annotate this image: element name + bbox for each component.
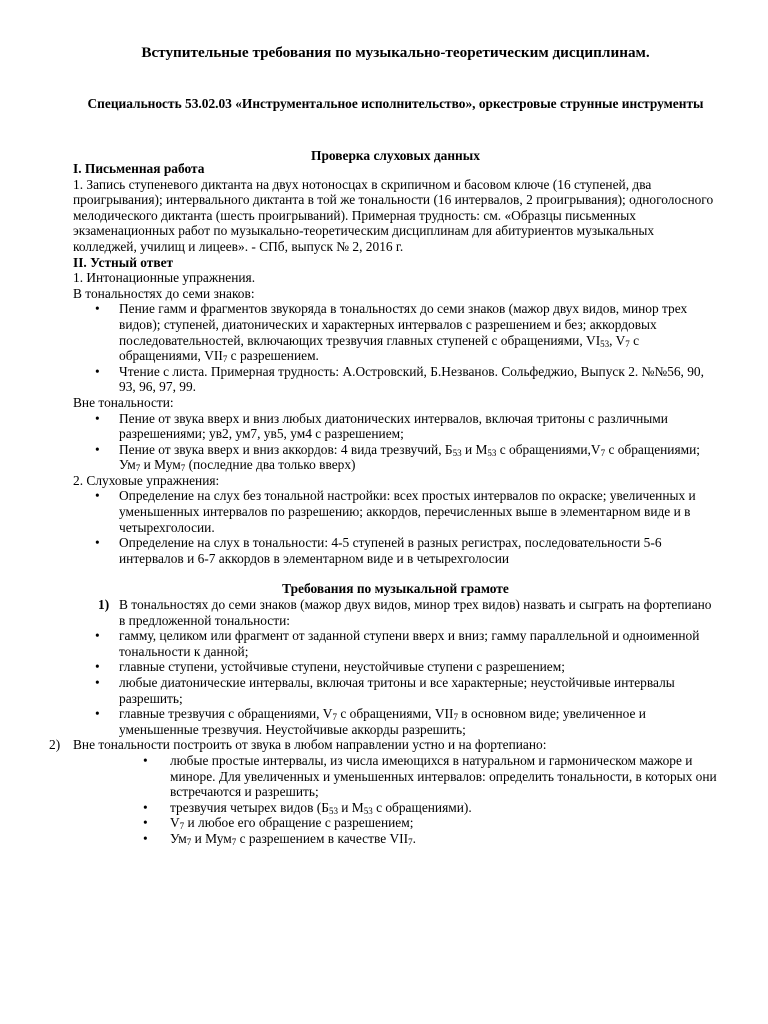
list-item: • $V_7$ и любое его обращение с разрешением; bbox=[73, 815, 718, 831]
written-heading: I. Письменная работа bbox=[73, 161, 205, 176]
keys-intro: В тональностях до семи знаков: bbox=[73, 285, 255, 301]
nokey-intro: Вне тональности: bbox=[73, 394, 174, 410]
list-item: • Пение от звука вверх и вниз любых диатонических интервалов, включая тритоны с различными разрешениями; ув2, ум7, ув5, ум4 с разрешением; bbox=[73, 411, 718, 442]
specialty-heading: Специальность 53.02.03 «Инструментальное исполнительство», оркестровые струнные инструменты bbox=[87, 96, 704, 111]
list-item: • гамму, целиком или фрагмент от заданной ступени вверх и вниз; гамму параллельной и одноименной тональности к данной; bbox=[73, 628, 718, 659]
list-item: • Определение на слух в тональности: 4-5 ступеней в разных регистрах, последовательности 5-6 интервалов и 6-7 аккордов в элементарном виде и в четырехголосии bbox=[73, 535, 718, 566]
oral-item-1: 1. Интонационные упражнения. bbox=[73, 270, 256, 286]
list-item: • главные трезвучия с обращениями, $V_7$ с обращениями, $VII_7$ в основном виде; увеличенное и уменьшенные трезвучия. Неустойчивые аккорды разрешить; bbox=[73, 706, 718, 737]
item-number: 1) bbox=[98, 597, 110, 613]
nokey-list bbox=[73, 411, 718, 473]
list-item: • Пение гамм и фрагментов звукоряда в тональностях до семи знаков (мажор двух видов, минор трех видов); ступеней, диатонических и характерных интервалов с разрешением и без; аккордовых последовательностей, включающих трезвучия главных ступеней с обращениями, $VI_{53}$, $V_7$ с обращениями, $VII_7$ с разрешением. bbox=[73, 301, 718, 363]
theory-heading: Требования по музыкальной грамоте bbox=[282, 581, 509, 597]
list-item: • трезвучия четырех видов ($Б_{53}$ и $М_{53}$ с обращениями). bbox=[73, 800, 718, 816]
document-title: Вступительные требования по музыкально-теоретическим дисциплинам. bbox=[141, 44, 650, 61]
item-number: 2) bbox=[49, 737, 61, 753]
list-item: • Чтение с листа. Примерная трудность: А.Островский, Б.Незванов. Сольфеджио, Выпуск 2. №№56, 90, 93, 96, 97, 99. bbox=[73, 364, 718, 395]
list-item: • любые простые интервалы, из числа имеющихся в натуральном и гармоническом мажоре и миноре. Для увеличенных и уменьшенных интервалов: определить тональности, в которых они встречаются и разрешить; bbox=[73, 753, 718, 800]
ear-list bbox=[73, 488, 718, 566]
theory-item-1: 1) В тональностях до семи знаков (мажор двух видов, минор трех видов) назвать и сыграть на фортепиано в предложенной тональности: bbox=[98, 597, 712, 628]
list-item: • Определение на слух без тональной настройки: всех простых интервалов по окраске; увеличенных и уменьшенных интервалов по разрешению; аккордов, перечисленных выше в элементарном виде и в четырехголосии. bbox=[73, 488, 718, 535]
list-item: • Пение от звука вверх и вниз аккордов: 4 вида трезвучий, $Б_{53}$ и $М_{53}$ с $обращениями,V_7$ с обращениями; $Ум_7$ и Мум$_7$ (последние два только вверх) bbox=[73, 442, 718, 473]
oral-item-2: 2. Слуховые упражнения: bbox=[73, 472, 220, 488]
list-item: • главные ступени, устойчивые ступени, неустойчивые ступени с разрешением; bbox=[73, 659, 718, 675]
oral-heading: II. Устный ответ bbox=[73, 254, 174, 270]
list-item: • $Ум_7$ и Мум$_7$ с разрешением в качестве $VII_7$. bbox=[73, 831, 718, 847]
theory-2-list bbox=[73, 753, 718, 847]
theory-1-list bbox=[73, 628, 718, 737]
written-text: 1. Запись ступеневого диктанта на двух нотоносцах в скрипичном и басовом ключе (16 ступеней, два проигрывания); интервального диктанта в той же тональности (16 интервалов, 2 проигрывания); одноголосного мелодического диктанта (шесть проигрываний). Примерная трудность: см. «Образцы письменных экзаменационных работ по музыкально-теоретическим дисциплинам для абитуриентов музыкальных колледжей, училищ и лицеев». - СПб, выпуск № 2, 2016 г. bbox=[73, 176, 714, 254]
list-item: • любые диатонические интервалы, включая тритоны и все характерные; неустойчивые интервалы разрешить; bbox=[73, 675, 718, 706]
document-body bbox=[49, 161, 718, 847]
section-check-heading: Проверка слуховых данных bbox=[311, 148, 480, 163]
theory-item-2: 2) Вне тональности построить от звука в любом направлении устно и на фортепиано: bbox=[49, 737, 547, 753]
keys-list bbox=[73, 301, 718, 395]
